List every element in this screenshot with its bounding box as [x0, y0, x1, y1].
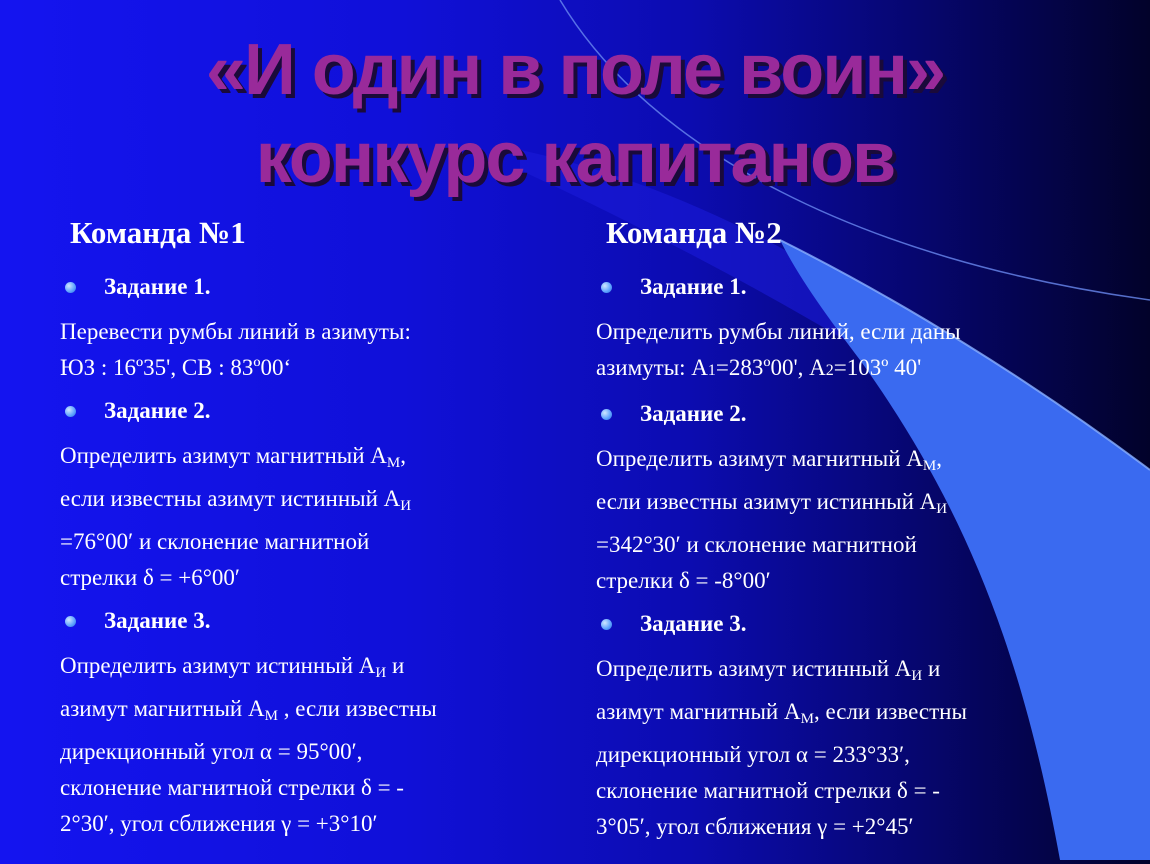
- team-1-task-2-label: Задание 2.: [60, 394, 560, 428]
- bullet-icon: [601, 619, 612, 630]
- bullet-icon: [65, 282, 76, 293]
- bullet-icon: [601, 282, 612, 293]
- team-2-task-3-label: Задание 3.: [596, 607, 1076, 641]
- team-1-task-1-text: Перевести румбы линий в азимуты: ЮЗ : 16º35', СВ : 83º00‘: [60, 319, 411, 380]
- team-1-task-3-label: Задание 3.: [60, 604, 560, 638]
- team-1-task-1-label: Задание 1.: [60, 270, 560, 304]
- team-2-task-1-text: Определить румбы линий, если даны азимуты: А1=283º00', А2=103º 40': [596, 319, 961, 380]
- bullet-icon: [65, 616, 76, 627]
- slide-title-line-1: «И один в поле воин»: [205, 30, 945, 110]
- team-2-heading: Команда №2: [606, 215, 782, 250]
- team-2-task-2-label: Задание 2.: [596, 397, 1076, 431]
- team-1-task-2-text: Определить азимут магнитный $А_М$, если известны азимут истинный $А_И$ =76°00′ и склонение магнитной стрелки δ = +6°00′: [60, 443, 412, 590]
- slide-title-line-2: конкурс капитанов: [255, 118, 895, 198]
- bullet-icon: [65, 406, 76, 417]
- team-1-task-3-text: Определить азимут истинный $А_И$ и азимут магнитный $А_М$ , если известны дирекционный угол α = 95°00′, склонение магнитной стрелки δ = - 2°30′, угол сближения γ = +3°10′: [60, 653, 437, 836]
- team-2-task-3-text: Определить азимут истинный $А_И$ и азимут магнитный $А_М$, если известны дирекционный угол α = 233°33′, склонение магнитной стрелки δ = - 3°05′, угол сближения γ = +2°45′: [596, 656, 967, 839]
- team-2-task-2-text: Определить азимут магнитный $А_М$, если известны азимут истинный $А_И$ =342°30′ и склонение магнитной стрелки δ = -8°00′: [596, 446, 948, 593]
- team-1-column: [60, 210, 560, 850]
- team-1-heading: Команда №1: [70, 215, 246, 250]
- team-2-column: [596, 210, 1076, 853]
- team-2-task-1-label: Задание 1.: [596, 270, 1076, 304]
- bullet-icon: [601, 409, 612, 420]
